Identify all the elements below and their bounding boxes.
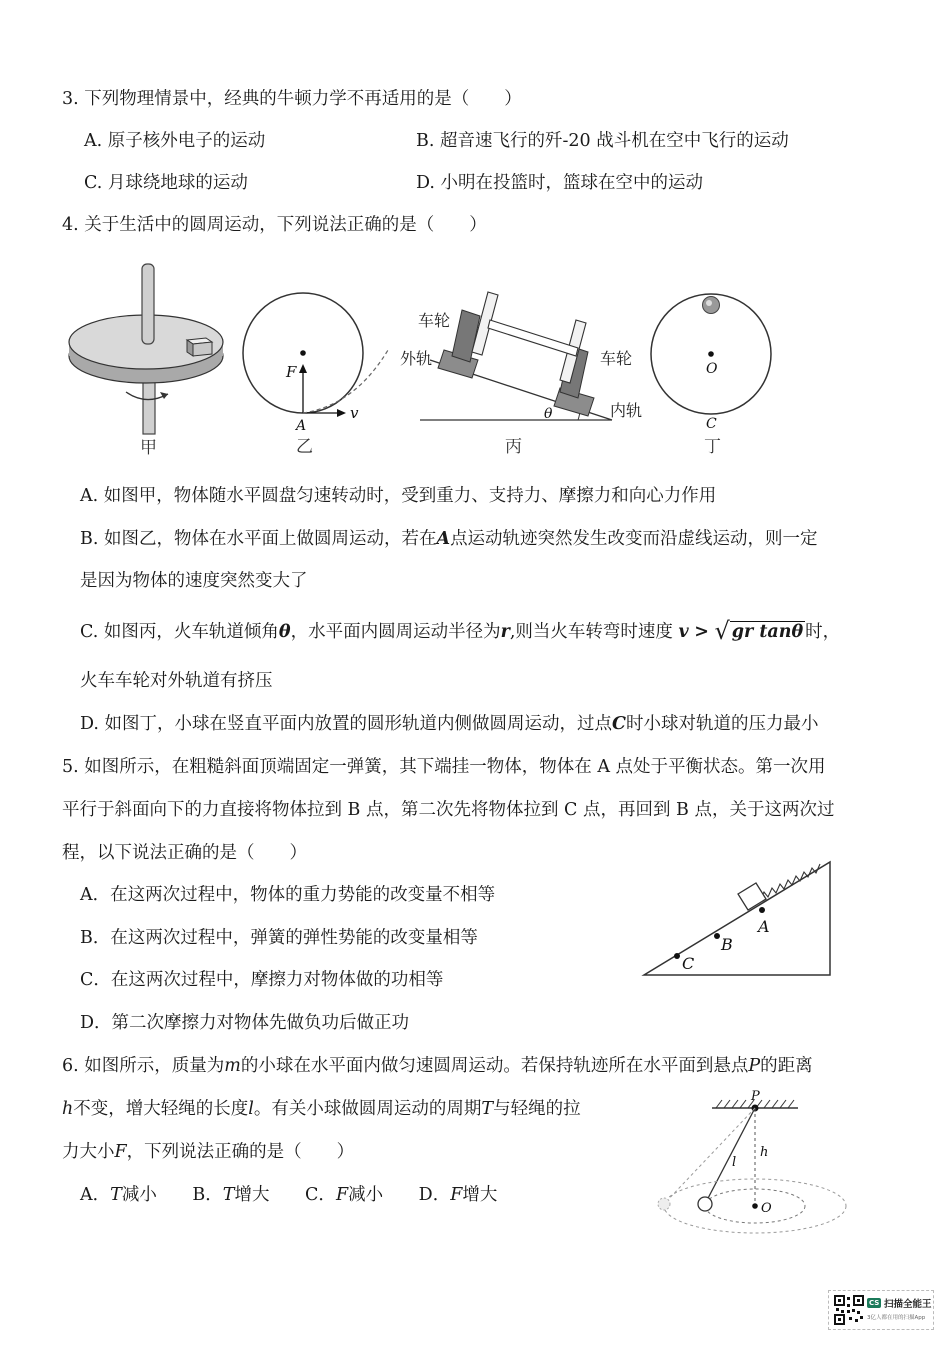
label-outer-rail: 外轨: [400, 349, 433, 368]
label-wheel-right: 车轮: [600, 349, 633, 368]
ball-ghost: [658, 1198, 670, 1210]
q6-line2: [62, 1096, 581, 1122]
rotation-arrowhead-icon: [160, 392, 168, 399]
q6-line3-b: ，下列说法正确的是（ ）: [126, 1142, 355, 1162]
q6-line2-c: 与轻绳的拉: [493, 1099, 581, 1119]
q4-option-b-post: 点运动轨迹突然发生改变而沿虚线运动，则一定: [450, 529, 818, 549]
q6-var-h: h: [62, 1099, 74, 1119]
label-a: A: [758, 917, 770, 936]
q3-option-b: B. 超音速飞行的歼-20 战斗机在空中飞行的运动: [416, 131, 789, 151]
q6-line1-b: 的小球在水平面内做匀速圆周运动。若保持轨迹所在水平面到悬点: [240, 1056, 749, 1076]
point-a: [759, 907, 765, 913]
string-dashed: [664, 1108, 755, 1204]
q5-option-a: A．在这两次过程中，物体的重力势能的改变量不相等: [80, 885, 496, 905]
q4-option-c-v: v: [678, 622, 689, 642]
scanner-logo-icon: CS: [869, 1299, 880, 1307]
q6-option-d: D．F增大: [418, 1185, 498, 1205]
q4-option-c-theta: θ: [278, 622, 291, 642]
q6-line2-b: 。有关小球做圆周运动的周期: [253, 1099, 482, 1119]
q6-var-f: F: [114, 1142, 127, 1162]
figure-ding: [648, 288, 778, 460]
figure-yi: [240, 290, 400, 460]
q6-option-c: C．F减小: [305, 1185, 384, 1205]
q5-option-b: B．在这两次过程中，弹簧的弹性势能的改变量相等: [80, 928, 478, 948]
label-C: C: [706, 416, 717, 432]
point-c: [674, 953, 680, 959]
figure-conical-pendulum: [650, 1088, 900, 1248]
circle-center: [300, 350, 306, 356]
q4-option-b-line1: [80, 526, 818, 552]
q4-option-c-gt: >: [694, 622, 709, 642]
q6-line1-a: 6. 如图所示，质量为: [62, 1056, 225, 1076]
q4-option-c-line1: [80, 618, 840, 645]
label-p: P: [751, 1089, 760, 1104]
figure-bing: [400, 280, 660, 460]
figure-jia-label: 甲: [140, 438, 157, 458]
label-inner-rail: 内轨: [610, 401, 643, 420]
q5-stem-line1: 5. 如图所示，在粗糙斜面顶端固定一弹簧，其下端挂一物体，物体在 A 点处于平衡状态。第一次用: [62, 757, 826, 777]
q4-option-c-mid2: ,则当火车转弯时速度: [509, 622, 673, 642]
ball-highlight: [706, 300, 712, 306]
q6-options: [80, 1182, 497, 1208]
q4-option-c-pre: C. 如图丙，火车轨道倾角: [80, 622, 279, 642]
q4-option-b-pre: B. 如图乙，物体在水平面上做圆周运动，若在: [80, 529, 437, 549]
label-o: O: [761, 1201, 772, 1216]
q4-stem: 4. 关于生活中的圆周运动，下列说法正确的是（ ）: [62, 215, 487, 235]
label-F: F: [286, 363, 297, 381]
label-b: B: [721, 935, 733, 954]
sqrt-sign-icon: √: [714, 617, 730, 645]
incline-triangle: [644, 862, 830, 975]
q3-option-d: D. 小明在投篮时，篮球在空中的运动: [416, 173, 704, 193]
disk-axle-lower: [143, 376, 155, 434]
string-l: [705, 1108, 755, 1204]
q6-var-l: l: [248, 1099, 254, 1119]
q4-option-c-sqrt-content: gr tanθ: [731, 622, 804, 642]
label-O: O: [706, 361, 718, 377]
scanner-badge: [828, 1290, 934, 1330]
point-b: [714, 933, 720, 939]
track-center: [708, 351, 714, 357]
velocity-arrowhead-v: [337, 409, 346, 417]
q6-line1-c: 的距离: [760, 1056, 813, 1076]
q4-option-c-mid: ，水平面内圆周运动半径为: [290, 622, 501, 642]
figure-jia: [66, 258, 234, 460]
q4-option-b-point-a: A: [436, 529, 451, 549]
ball-m: [698, 1197, 712, 1211]
figure-incline: [640, 852, 836, 982]
q4-option-b-line2: 是因为物体的速度突然变大了: [80, 571, 308, 591]
q3-option-a: A. 原子核外电子的运动: [84, 131, 266, 151]
axle-bar: [488, 320, 578, 356]
q6-option-b: B．T增大: [192, 1185, 270, 1205]
q6-line2-a: 不变，增大轻绳的长度: [73, 1099, 249, 1119]
block-on-incline: [738, 883, 766, 910]
q6-var-p: P: [748, 1056, 761, 1076]
force-arrowhead-F: [299, 364, 307, 373]
block-front: [193, 342, 212, 356]
q6-var-m: m: [224, 1056, 241, 1076]
q3-option-c: C. 月球绕地球的运动: [84, 173, 248, 193]
q4-option-d-c: C: [612, 714, 626, 734]
q4-option-c-r: r: [500, 622, 510, 642]
q6-line1: [62, 1053, 813, 1079]
q5-option-c: C．在这两次过程中，摩擦力对物体做的功相等: [80, 970, 444, 990]
q5-stem-line3: 程，以下说法正确的是（ ）: [62, 843, 307, 863]
label-h: h: [760, 1145, 769, 1160]
qr-code-icon: [834, 1295, 864, 1325]
scanner-tagline: 3亿人都在用的扫描App: [867, 1315, 926, 1321]
q4-option-d-pre: D. 如图丁，小球在竖直平面内放置的圆形轨道内侧做圆周运动，过点: [80, 714, 613, 734]
disk-axle-upper: [142, 264, 154, 344]
center-o: [752, 1203, 758, 1209]
dashed-trajectory: [303, 350, 388, 413]
figure-ding-label: 丁: [704, 437, 721, 457]
label-c: C: [682, 954, 695, 973]
scanner-app-name: 扫描全能王: [884, 1299, 932, 1310]
label-A: A: [296, 418, 307, 434]
label-theta: θ: [544, 406, 553, 422]
q6-line3-a: 力大小: [62, 1142, 115, 1162]
q4-option-c-line2: 火车车轮对外轨道有挤压: [80, 671, 273, 691]
q6-var-t: T: [481, 1099, 494, 1119]
q4-option-d-post: 时小球对轨道的压力最小: [625, 714, 819, 734]
q3-stem: 3. 下列物理情景中，经典的牛顿力学不再适用的是（ ）: [62, 89, 522, 109]
figure-bing-label: 丙: [505, 437, 522, 457]
label-l: l: [732, 1155, 737, 1170]
q4-option-c-post: 时，: [805, 622, 841, 642]
label-wheel-left: 车轮: [418, 311, 451, 330]
q4-option-a: A. 如图甲，物体随水平圆盘匀速转动时，受到重力、支持力、摩擦力和向心力作用: [80, 486, 717, 506]
q6-line3: [62, 1139, 354, 1165]
figure-yi-label: 乙: [296, 437, 313, 457]
q4-option-d: [80, 711, 818, 737]
q6-option-a: A．T减小: [80, 1185, 157, 1205]
q5-stem-line2: 平行于斜面向下的力直接将物体拉到 B 点，第二次先将物体拉到 C 点，再回到 B 点，关于这两次过: [62, 800, 835, 820]
label-v: v: [350, 404, 359, 422]
spring-coil: [760, 864, 820, 900]
q5-option-d: D．第二次摩擦力对物体先做负功后做正功: [80, 1013, 410, 1033]
